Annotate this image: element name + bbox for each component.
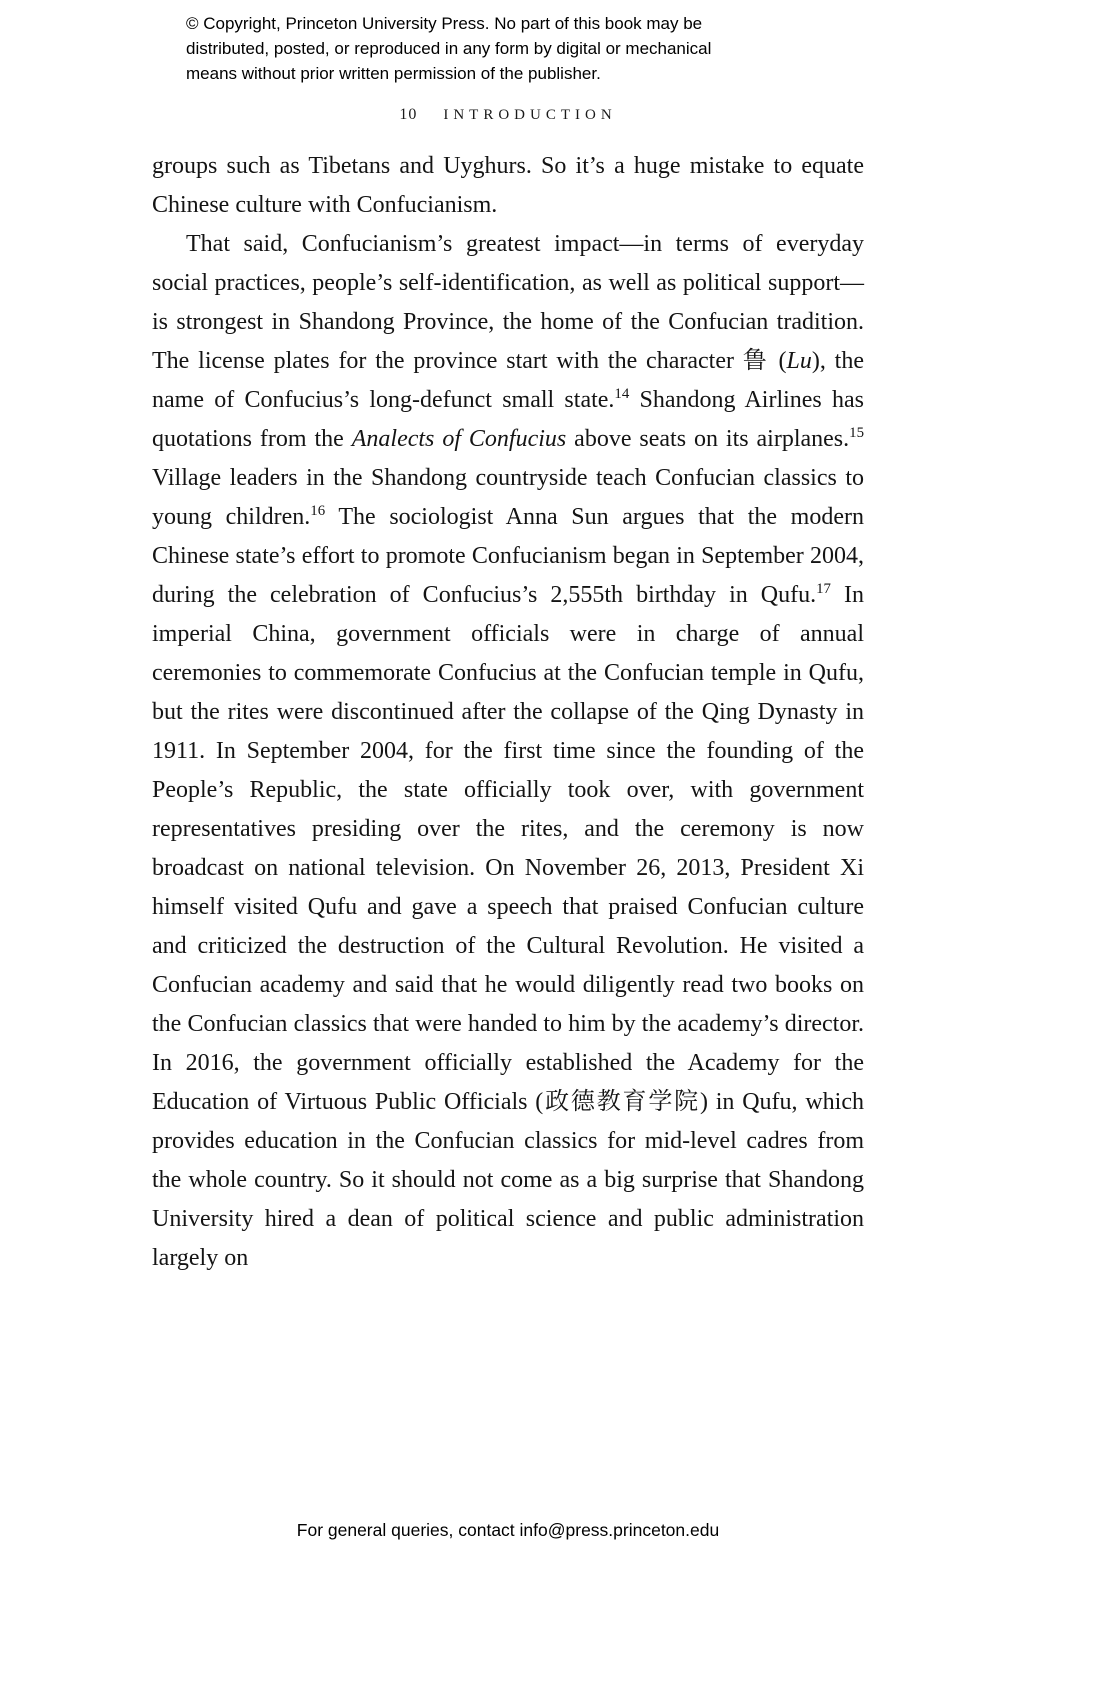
italic-text: Analects of Confucius xyxy=(351,426,567,452)
text-run: The sociologist Anna Sun argues that the modern Chinese state’s effort to promote Confucianism began in September 2004, during the celebration of Confucius’s 2,555th birthday in Qufu. xyxy=(152,504,864,608)
copyright-notice xyxy=(186,11,711,86)
footnote-ref: 14 xyxy=(614,386,630,402)
text-run: groups such as Tibetans and Uyghurs. So it’s a huge mistake to equate Chinese culture with Confucianism. xyxy=(152,153,864,218)
text-run: That said, Confucianism’s greatest impact—in terms of everyday social practices, people’s self-identification, as well as political support—is strongest in Shandong Province, the home of the Confucian tradition. The license plates for the province start with the character 鲁 ( xyxy=(152,231,864,374)
text-run: ), the name of Confucius’s long-defunct small state. xyxy=(152,348,864,413)
italic-text: Lu xyxy=(786,348,812,374)
body-text xyxy=(152,147,864,1278)
footnote-ref: 15 xyxy=(849,425,865,441)
paragraph xyxy=(152,225,864,1278)
text-run: Shandong Airlines has quotations from the xyxy=(152,387,864,452)
footnote-ref: 17 xyxy=(816,581,831,597)
section-title: INTRODUCTION xyxy=(443,107,617,123)
copyright-line: means without prior written permission of the publisher. xyxy=(186,64,601,83)
paragraph xyxy=(152,147,864,225)
text-run: In imperial China, government officials were in charge of annual ceremonies to commemorate Confucius at the Confucian temple in Qufu, but the rites were discontinued after the collapse of the Qing Dynasty in 1911. In September 2004, for the first time since the founding of the People’s Republic, the state officially took over, with government representatives presiding over the rites, and the ceremony is now broadcast on national television. On November 26, 2013, President Xi himself visited Qufu and gave a speech that praised Confucian culture and criticized the destruction of the Cultural Revolution. He visited a Confucian academy and said that he would diligently read two books on the Confucian classics that were handed to him by the academy’s director. In 2016, the government officially established the Academy for the Education of Virtuous Public Officials (政德教育学院) in Qufu, which provides education in the Confucian classics for mid-level cadres from the whole country. So it should not come as a big surprise that Shandong University hired a dean of political science and public administration largely on xyxy=(152,582,865,1271)
footer-contact: For general queries, contact info@press.princeton.edu xyxy=(296,1520,720,1540)
copyright-line: distributed, posted, or reproduced in any form by digital or mechanical xyxy=(186,39,712,58)
text-run: above seats on its airplanes. xyxy=(566,426,850,452)
copyright-line: © Copyright, Princeton University Press. No part of this book may be xyxy=(186,14,703,33)
text-run: Village leaders in the Shandong countryside teach Confucian classics to young children. xyxy=(152,465,864,530)
page-number: 10 xyxy=(399,106,418,123)
running-head xyxy=(152,106,864,124)
footnote-ref: 16 xyxy=(310,503,326,519)
